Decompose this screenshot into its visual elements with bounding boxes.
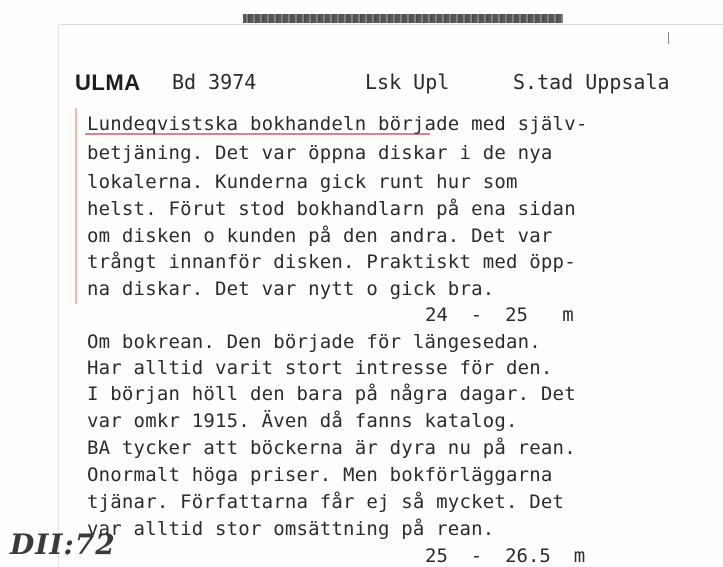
red-margin-line [75,108,77,304]
text-line: Har alltid varit stort intresse för den. [87,357,553,379]
handwritten-archive-mark: DII:72 [10,528,116,561]
card-edge-left [58,24,59,566]
text-line: Om bokrean. Den började för längesedan. [87,331,541,353]
text-line: var alltid stor omsättning på rean. [87,518,495,540]
text-line: om disken o kunden på den andra. Det var [87,225,553,247]
text-line: I början höll den bara på några dagar. Det [87,383,576,405]
text-line: helst. Förut stod bokhandlarn på ena sidan [87,198,576,220]
archive-code: ULMA [75,70,141,95]
card-edge-top [60,24,723,25]
top-tape-strip [243,14,563,23]
parish-label: Lsk Upl [365,70,450,94]
corner-tick-mark [668,32,669,44]
text-line: Onormalt höga priser. Men bokförläggarna [87,464,553,486]
text-line: Lundeqvistska bokhandeln började med själv- [87,113,588,135]
text-line: betjäning. Det var öppna diskar i de nya [87,142,553,164]
section-2-signature: 25 - 26.5 m [425,545,586,567]
text-line: trångt innanför disken. Praktiskt med öpp- [87,251,576,273]
text-line: var omkr 1915. Även då fanns katalog. [87,410,518,432]
place-label: S.tad Uppsala [513,70,670,94]
text-line: na diskar. Det var nytt o gick bra. [87,278,495,300]
section-1-signature: 24 - 25 m [425,304,574,326]
text-line: BA tycker att böckerna är dyra nu på rean. [87,437,576,459]
text-line: lokalerna. Kunderna gick runt hur som [87,171,518,193]
text-line: tjänar. Författarna får ej så mycket. Det [87,491,565,513]
volume-number: Bd 3974 [172,70,257,94]
